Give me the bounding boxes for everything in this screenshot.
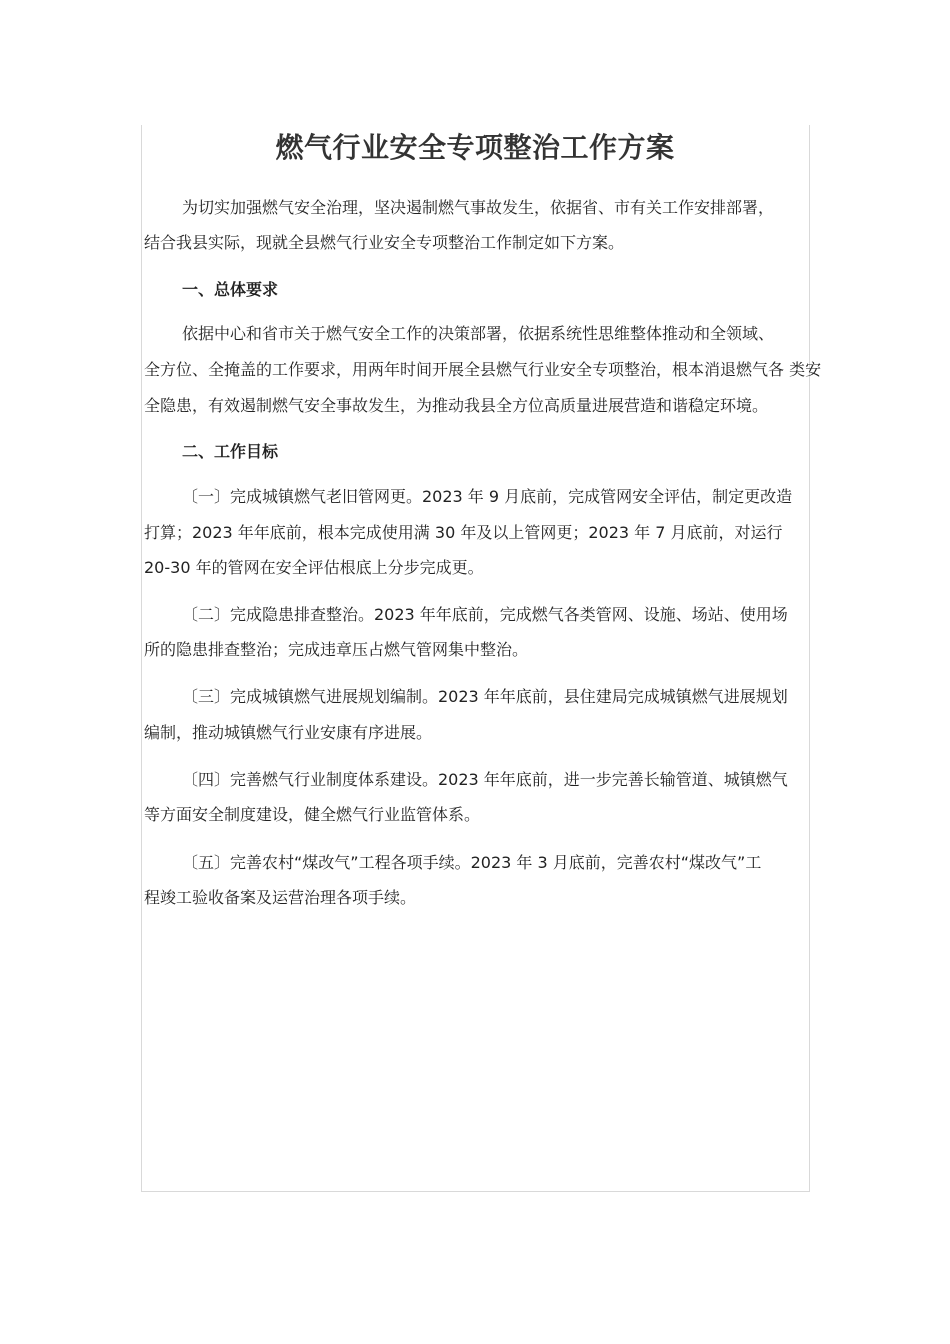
paragraph-line: 依据中心和省市关于燃气安全工作的决策部署，依据系统性思维整体推动和全领域、 (182, 324, 775, 343)
goal-line: 〔三〕完成城镇燃气进展规划编制。2023 年年底前，县住建局完成城镇燃气进展规划 (182, 687, 788, 706)
goal-line: 〔一〕完成城镇燃气老旧管网更。2023 年 9 月底前，完成管网安全评估，制定更改造 (182, 487, 793, 506)
document-title: 燃气行业安全专项整治工作方案 (275, 131, 675, 164)
section-heading: 二、工作目标 (182, 442, 279, 461)
goal-line: 程竣工验收备案及运营治理各项手续。 (144, 888, 417, 907)
paragraph-line: 全方位、全掩盖的工作要求，用两年时间开展全县燃气行业安全专项整治，根本消退燃气各 类安 (144, 360, 822, 379)
goal-line: 〔二〕完成隐患排查整治。2023 年年底前，完成燃气各类管网、设施、场站、使用场 (182, 605, 788, 624)
goal-line: 所的隐患排查整治；完成违章压占燃气管网集中整治。 (144, 640, 529, 659)
goal-line: 〔五〕完善农村“煤改气”工程各项手续。2023 年 3 月底前，完善农村“煤改气”工 (182, 853, 762, 872)
intro-line: 为切实加强燃气安全治理，坚决遏制燃气事故发生，依据省、市有关工作安排部署， (182, 198, 775, 217)
goal-line: 打算；2023 年年底前，根本完成使用满 30 年及以上管网更；2023 年 7 月底前，对运行 (144, 523, 783, 542)
goal-line: 编制，推动城镇燃气行业安康有序进展。 (144, 723, 433, 742)
goal-line: 等方面安全制度建设，健全燃气行业监管体系。 (144, 805, 481, 824)
goal-line: 〔四〕完善燃气行业制度体系建设。2023 年年底前，进一步完善长输管道、城镇燃气 (182, 770, 788, 789)
section-heading: 一、总体要求 (182, 280, 279, 299)
intro-line: 结合我县实际，现就全县燃气行业安全专项整治工作制定如下方案。 (144, 233, 625, 252)
goal-line: 20-30 年的管网在安全评估根底上分步完成更。 (144, 558, 484, 577)
paragraph-line: 全隐患，有效遏制燃气安全事故发生，为推动我县全方位高质量进展营造和谐稳定环境。 (144, 396, 769, 415)
